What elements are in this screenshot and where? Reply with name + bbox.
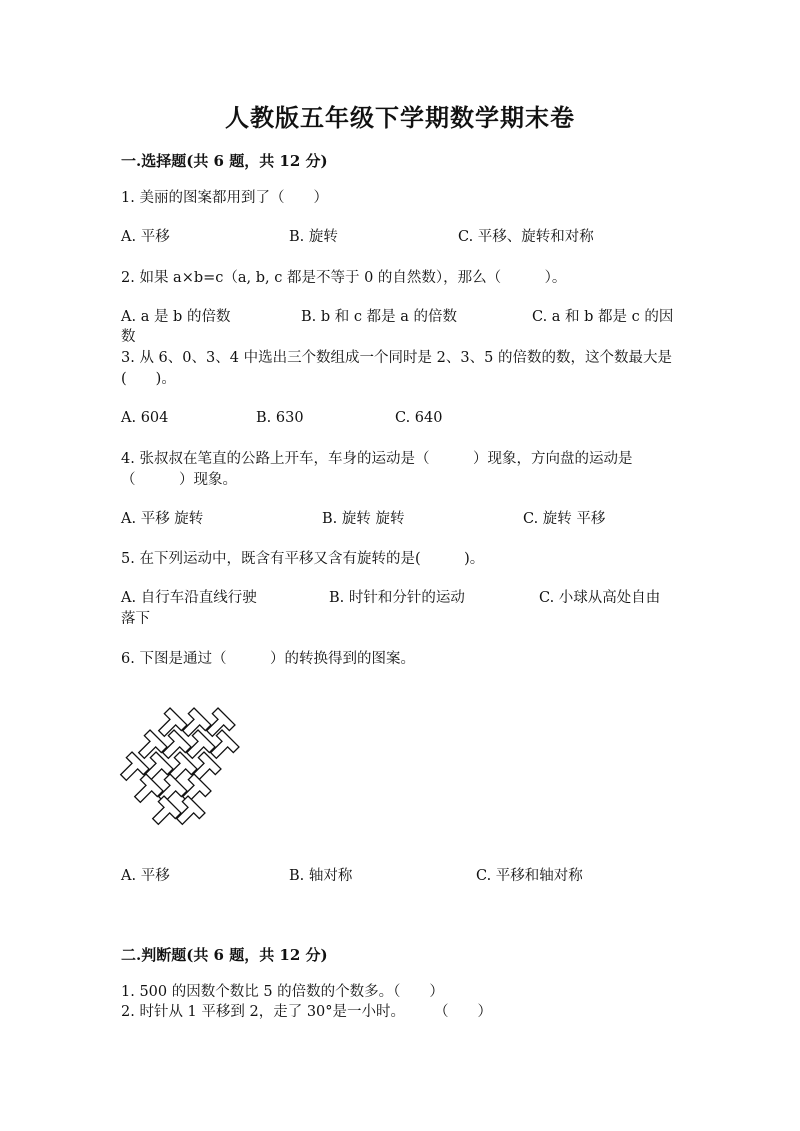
option-c: C. a 和 b 都是 c 的因: [532, 309, 674, 325]
question-3: 3. 从 6、0、3、4 中选出三个数组成一个同时是 2、3、5 的倍数的数，这个数最大是( )。: [121, 350, 672, 387]
option-a: A. a 是 b 的倍数: [121, 309, 231, 325]
tessellation-figure: [116, 700, 266, 830]
options-3: [121, 408, 681, 429]
option-c: C. 平移和轴对称: [476, 868, 583, 884]
option-a: A. 自行车沿直线行驶: [121, 590, 257, 606]
option-c: C. 小球从高处自由: [539, 590, 661, 606]
option-a: A. 平移: [121, 868, 170, 884]
option-c-wrap: 数: [121, 329, 136, 345]
option-b: B. 旋转: [289, 229, 338, 245]
pattern-tile: [147, 796, 181, 830]
option-a: A. 平移: [121, 229, 170, 245]
question-1: 1. 美丽的图案都用到了（ ）: [121, 190, 328, 206]
options-2: [121, 307, 681, 328]
question-5: 5. 在下列运动中，既含有平移又含有旋转的是( )。: [121, 551, 485, 567]
option-c-wrap: 落下: [121, 611, 150, 627]
option-c: C. 平移、旋转和对称: [458, 229, 594, 245]
section-title-choice: 一.选择题(共 6 题，共 12 分): [121, 152, 328, 170]
option-c: C. 旋转 平移: [523, 511, 606, 527]
option-b: B. 轴对称: [289, 868, 353, 884]
options-4: [121, 509, 681, 530]
question-4: 4. 张叔叔在笔直的公路上开车，车身的运动是（ ）现象，方向盘的运动是（ ）现象。: [121, 451, 633, 488]
pattern-tile: [129, 774, 163, 808]
option-b: B. 时针和分针的运动: [329, 590, 465, 606]
option-b: B. b 和 c 都是 a 的倍数: [301, 309, 457, 325]
section-title-judgement: 二.判断题(共 6 题，共 12 分): [121, 946, 328, 964]
option-b: B. 旋转 旋转: [322, 511, 405, 527]
options-6: [121, 866, 681, 887]
question-6: 6. 下图是通过（ ）的转换得到的图案。: [121, 651, 415, 667]
judgement-question-1: 1. 500 的因数个数比 5 的倍数的个数多。（ ）: [121, 984, 444, 1000]
options-1: [121, 227, 681, 248]
options-5: [121, 588, 681, 609]
option-a: A. 平移 旋转: [121, 511, 204, 527]
option-c: C. 640: [395, 410, 443, 426]
option-b: B. 630: [256, 410, 304, 426]
option-a: A. 604: [121, 410, 169, 426]
question-2: 2. 如果 a×b=c（a, b, c 都是不等于 0 的自然数），那么（ ）。: [121, 270, 567, 286]
page-title: 人教版五年级下学期数学期末卷: [225, 103, 575, 132]
judgement-question-2: 2. 时针从 1 平移到 2，走了 30°是一小时。 （ ）: [121, 1004, 493, 1020]
